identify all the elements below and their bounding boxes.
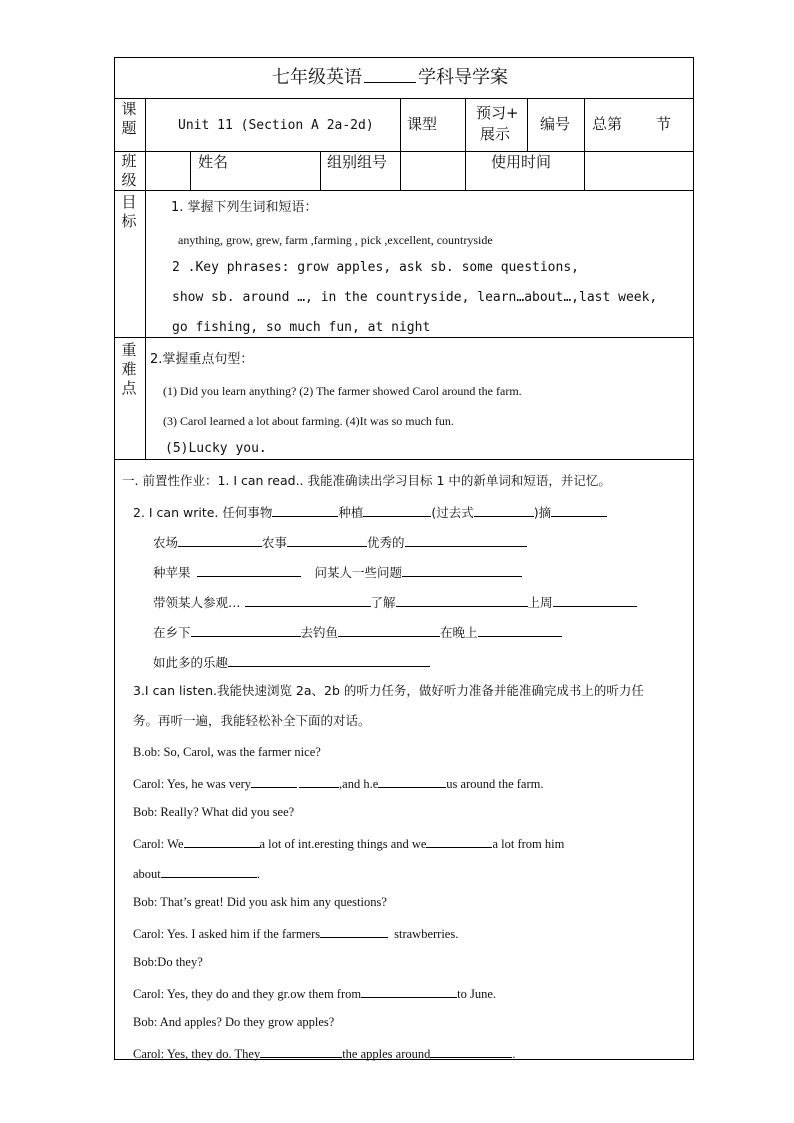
- number-label: 编号: [540, 115, 571, 133]
- dialogue-line-3: Bob: Really? What did you see?: [133, 805, 295, 819]
- goals-phrases-2: show sb. around …, in the countryside, learn…about…,last week,: [172, 290, 658, 305]
- rule-col-3: [400, 98, 401, 190]
- class-label: 班 级: [121, 152, 137, 189]
- lesson-label: 课 题: [121, 100, 137, 137]
- goals-label: 目 标: [121, 193, 137, 230]
- section-label: 节: [656, 115, 672, 133]
- dialogue-line-7: Carol: Yes. I asked him if the farmers strawberries.: [133, 924, 458, 942]
- rule-goals: [114, 337, 694, 338]
- dialogue-line-8: Bob:Do they?: [133, 955, 203, 969]
- keypoints-label: 重 难 点: [121, 341, 137, 397]
- write-line-2: 农场 农事 优秀的: [153, 533, 527, 551]
- rule-class-col-2: [190, 151, 191, 190]
- type-value-line1: 预习+: [476, 104, 519, 122]
- dialogue-line-10: Bob: And apples? Do they grow apples?: [133, 1015, 335, 1029]
- listen-line-1: 3.I can listen.我能快速浏览 2a、2b 的听力任务，做好听力准备并能准确完成书上的听力任: [133, 683, 644, 698]
- type-value-line2: 展示: [480, 125, 511, 143]
- type-label: 课型: [407, 115, 438, 133]
- rule-info: [114, 151, 694, 152]
- goals-item1: 1. 掌握下列生词和短语：: [171, 200, 318, 215]
- goals-phrases-3: go fishing, so much fun, at night: [172, 320, 431, 335]
- goals-phrases-1: 2 .Key phrases: grow apples, ask sb. some questions,: [172, 260, 579, 275]
- keypoints-line3: (5)Lucky you.: [165, 441, 267, 456]
- lesson-value: Unit 11 (Section A 2a-2d): [178, 118, 374, 133]
- group-label: 组别组号: [327, 153, 388, 171]
- rule-col-4: [465, 98, 466, 190]
- keypoints-line2: (3) Carol learned a lot about farming. (4)It was so much fun.: [163, 414, 454, 428]
- rule-title: [114, 98, 694, 99]
- rule-col-5: [527, 98, 528, 151]
- dialogue-line-1: B.ob: So, Carol, was the farmer nice?: [133, 745, 321, 759]
- page-title: 七年级英语 学科导学案: [272, 67, 508, 88]
- keypoints-heading: 2.掌握重点句型：: [150, 352, 254, 367]
- name-label: 姓名: [198, 153, 229, 171]
- keypoints-line1: (1) Did you learn anything? (2) The farmer showed Carol around the farm.: [163, 384, 522, 398]
- rule-class-col-3: [320, 151, 321, 190]
- time-label: 使用时间: [491, 153, 552, 171]
- write-line-6: 如此多的乐趣: [153, 653, 430, 671]
- dialogue-line-5: about .: [133, 864, 260, 882]
- dialogue-line-4: Carol: We a lot of int.eresting things and we a lot from him: [133, 834, 564, 852]
- rule-keypoints: [114, 459, 694, 460]
- write-line-3: 种苹果 问某人一些问题: [153, 563, 522, 581]
- write-line-4: 带领某人参观… 了解 上周: [153, 593, 637, 611]
- write-line-1: 2. I can write. 任何事物 种植 (过去式 )摘: [133, 503, 607, 521]
- dialogue-line-11: Carol: Yes, they do. They the apples around .: [133, 1044, 516, 1062]
- goals-words: anything, grow, grew, farm ,farming , pick ,excellent, countryside: [178, 233, 493, 247]
- prep-heading: 一. 前置性作业：1. I can read.. 我能准确读出学习目标 1 中的新单词和短语，并记忆。: [122, 473, 611, 488]
- rule-col-6: [584, 98, 585, 190]
- total-label: 总第: [592, 115, 623, 133]
- dialogue-line-6: Bob: That’s great! Did you ask him any questions?: [133, 895, 387, 909]
- rule-label-column: [145, 98, 146, 459]
- rule-class: [114, 190, 694, 191]
- listen-line-2: 务。再听一遍，我能轻松补全下面的对话。: [133, 713, 371, 728]
- dialogue-line-2: Carol: Yes, he was very ,and h.e us around the farm.: [133, 774, 543, 792]
- write-line-5: 在乡下 去钓鱼 在晚上: [153, 623, 562, 641]
- dialogue-line-9: Carol: Yes, they do and they gr.ow them from to June.: [133, 984, 496, 1002]
